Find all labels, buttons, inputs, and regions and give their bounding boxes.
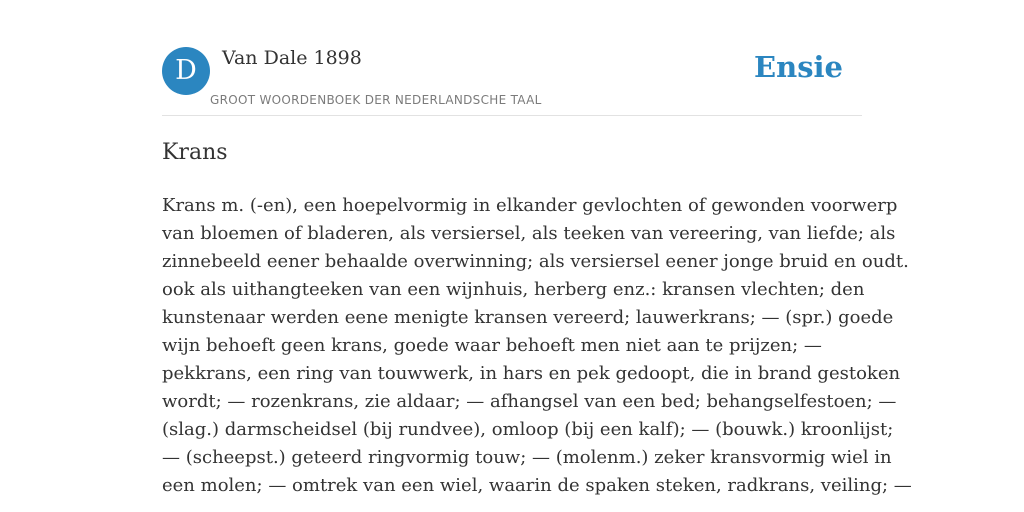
definition-line: zinnebeeld eener behaalde overwinning; als versiersel eener jonge bruid en oudt.	[162, 251, 909, 272]
entry-term: Krans	[162, 140, 228, 165]
brand-logo[interactable]: Ensie	[754, 50, 843, 84]
definition-line: — (scheepst.) geteerd ringvormig touw; — (molenm.) zeker kransvormig wiel in	[162, 447, 892, 468]
dictionary-subtitle: GROOT WOORDENBOEK DER NEDERLANDSCHE TAAL	[210, 93, 542, 107]
definition-line: ook als uithangteeken van een wijnhuis, herberg enz.: kransen vlechten; den	[162, 279, 865, 300]
definition-line: Krans m. (-en), een hoepelvormig in elkander gevlochten of gewonden voorwerp	[162, 195, 898, 216]
definition-line: pekkrans, een ring van touwwerk, in hars en pek gedoopt, die in brand gestoken	[162, 363, 901, 384]
definition-line: van bloemen of bladeren, als versiersel, als teeken van vereering, van liefde; als	[162, 223, 896, 244]
dictionary-logo-icon[interactable]: D	[162, 47, 210, 95]
definition-line: een molen; — omtrek van een wiel, waarin de spaken steken, radkrans, veiling; —	[162, 475, 912, 496]
definition-line: (slag.) darmscheidsel (bij rundvee), omloop (bij een kalf); — (bouwk.) kroonlijst;	[162, 419, 894, 440]
entry-definition	[162, 192, 912, 500]
dictionary-header	[162, 46, 862, 116]
definition-line: wordt; — rozenkrans, zie aldaar; — afhangsel van een bed; behangselfestoen; —	[162, 391, 897, 412]
definition-line: wijn behoeft geen krans, goede waar behoeft men niet aan te prijzen; —	[162, 335, 822, 356]
dictionary-title[interactable]: Van Dale 1898	[222, 47, 362, 69]
definition-line: kunstenaar werden eene menigte kransen vereerd; lauwerkrans; — (spr.) goede	[162, 307, 894, 328]
